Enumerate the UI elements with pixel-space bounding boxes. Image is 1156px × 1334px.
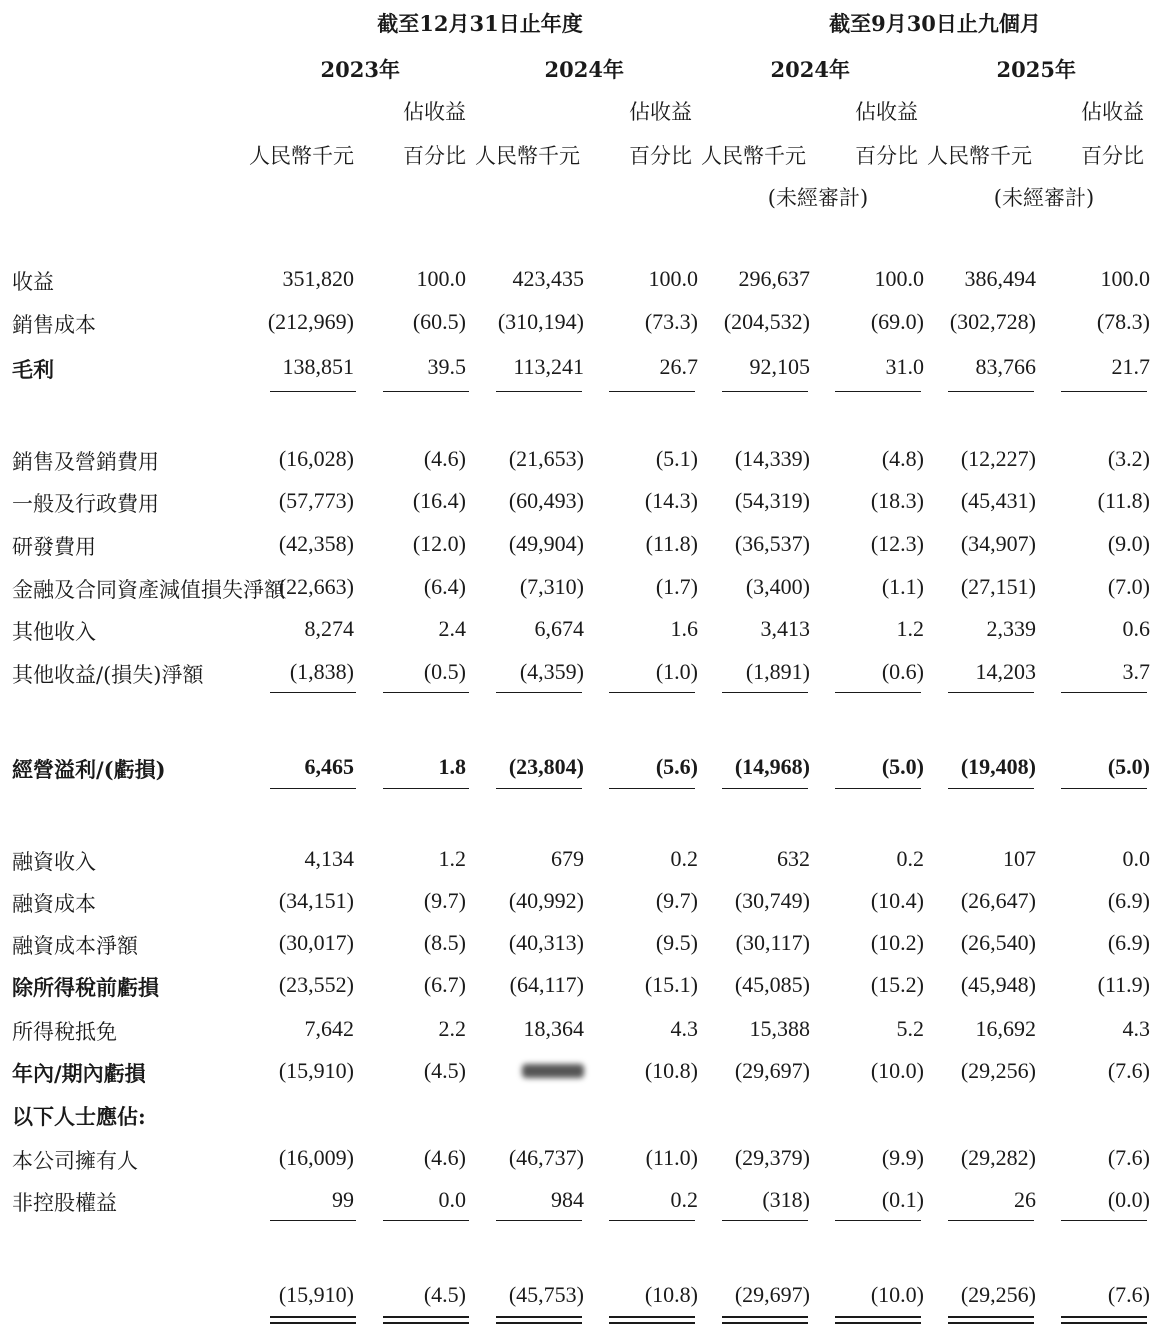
value-2024-pct: (10.8) <box>644 1058 698 1083</box>
underline <box>383 788 469 789</box>
row-label: 其他收入 <box>12 620 96 644</box>
row-admin-expenses <box>0 484 1156 524</box>
underline <box>835 1220 921 1221</box>
value-2023-pct: (4.6) <box>423 446 466 471</box>
value-2023-pct: (12.0) <box>412 531 466 556</box>
value-2023-pct: (4.6) <box>423 1145 466 1170</box>
value-9m2025-rmb: 26 <box>1014 1187 1036 1212</box>
value-9m2025-pct: (11.9) <box>1097 972 1150 997</box>
value-9m2025-pct: 4.3 <box>1122 1016 1150 1041</box>
value-9m2025-pct: 3.7 <box>1122 659 1150 684</box>
row-gross-profit <box>0 350 1156 390</box>
value-9m2025-rmb: (29,256) <box>960 1058 1036 1083</box>
value-2023-pct: (4.5) <box>423 1058 466 1083</box>
row-label: 銷售及營銷費用 <box>12 450 159 474</box>
value-9m2025-pct: (6.9) <box>1107 930 1150 955</box>
double-underline <box>722 1316 808 1324</box>
value-9m2024-pct: (15.2) <box>870 972 924 997</box>
underline <box>722 1220 808 1221</box>
row-label: 本公司擁有人 <box>12 1149 138 1173</box>
double-underline <box>1061 1316 1147 1324</box>
underline <box>496 1220 582 1221</box>
value-9m2024-rmb: (29,697) <box>734 1282 810 1307</box>
underline <box>835 692 921 693</box>
row-label: 研發費用 <box>12 535 96 559</box>
value-2024-pct: 1.6 <box>670 616 698 641</box>
row-label: 融資成本 <box>12 892 96 916</box>
row-label: 所得稅抵免 <box>12 1020 117 1044</box>
pct-header-bottom-4: 百分比 <box>1081 144 1144 168</box>
value-9m2024-pct: (69.0) <box>870 309 924 334</box>
value-9m2025-rmb: 2,339 <box>986 616 1036 641</box>
value-2023-pct: (6.4) <box>423 574 466 599</box>
underline <box>609 788 695 789</box>
row-label: 收益 <box>12 270 54 294</box>
value-2024-rmb: 679 <box>551 846 584 871</box>
value-2024-pct: (5.6) <box>655 754 698 779</box>
double-underline <box>835 1316 921 1324</box>
underline <box>1061 391 1147 392</box>
row-label: 融資收入 <box>12 850 96 874</box>
value-9m2025-rmb: (34,907) <box>960 531 1036 556</box>
row-label: 經營溢利/(虧損) <box>12 757 166 782</box>
value-9m2025-pct: (5.0) <box>1107 754 1150 779</box>
year-2024-ninemonth: 2024年 <box>770 57 850 82</box>
value-9m2024-rmb: (54,319) <box>734 488 810 513</box>
value-2024-pct: (5.1) <box>655 446 698 471</box>
row-label: 金融及合同資產減值損失淨額 <box>12 578 285 602</box>
underline <box>948 788 1034 789</box>
row-impairment-losses <box>0 570 1156 610</box>
value-2024-rmb: 113,241 <box>513 354 584 379</box>
value-2023-rmb: 138,851 <box>282 354 354 379</box>
value-9m2024-pct: 0.2 <box>896 846 924 871</box>
value-9m2025-pct: (7.6) <box>1107 1145 1150 1170</box>
value-9m2025-pct: (6.9) <box>1107 888 1150 913</box>
row-label: 毛利 <box>12 357 54 382</box>
row-revenue <box>0 262 1156 302</box>
value-9m2025-rmb: (29,282) <box>960 1145 1036 1170</box>
value-9m2024-rmb: (204,532) <box>723 309 810 334</box>
value-2024-pct: (11.8) <box>645 531 698 556</box>
pct-header-top-3: 佔收益 <box>855 100 918 124</box>
value-2024-pct: (11.0) <box>645 1145 698 1170</box>
underline <box>1061 788 1147 789</box>
value-9m2025-rmb: (26,647) <box>960 888 1036 913</box>
value-9m2024-pct: (18.3) <box>870 488 924 513</box>
value-9m2024-pct: (4.8) <box>881 446 924 471</box>
row-label: 融資成本淨額 <box>12 934 138 958</box>
underline <box>496 391 582 392</box>
value-2023-rmb: (15,910) <box>278 1058 354 1083</box>
value-9m2024-pct: (12.3) <box>870 531 924 556</box>
underline <box>609 391 695 392</box>
value-2023-rmb: (42,358) <box>278 531 354 556</box>
value-9m2024-rmb: (30,749) <box>734 888 810 913</box>
value-9m2024-rmb: (30,117) <box>735 930 810 955</box>
value-2023-rmb: 7,642 <box>304 1016 354 1041</box>
value-9m2024-pct: 1.2 <box>896 616 924 641</box>
value-2024-pct: (14.3) <box>644 488 698 513</box>
value-9m2024-pct: (5.0) <box>881 754 924 779</box>
double-underline <box>270 1316 356 1324</box>
value-2023-pct: 2.2 <box>438 1016 466 1041</box>
value-2024-pct: 100.0 <box>648 266 698 291</box>
value-2024-rmb: (7,310) <box>519 574 584 599</box>
underline <box>270 391 356 392</box>
value-2024-rmb: (23,804) <box>508 754 584 779</box>
underline <box>1061 1220 1147 1221</box>
value-2023-pct: (16.4) <box>412 488 466 513</box>
value-2023-pct: (60.5) <box>412 309 466 334</box>
rmb-header-1: 人民幣千元 <box>249 144 354 168</box>
value-9m2025-pct: (3.2) <box>1107 446 1150 471</box>
unaudited-2025: (未經審計) <box>993 186 1095 210</box>
row-rnd-expenses <box>0 527 1156 567</box>
value-2024-pct: 0.2 <box>670 1187 698 1212</box>
value-9m2024-pct: (10.0) <box>870 1058 924 1083</box>
value-9m2025-pct: 0.0 <box>1122 846 1150 871</box>
rmb-header-4: 人民幣千元 <box>927 144 1032 168</box>
value-9m2025-rmb: 386,494 <box>964 266 1036 291</box>
value-9m2025-rmb: (26,540) <box>960 930 1036 955</box>
underline <box>835 391 921 392</box>
value-2023-pct: (8.5) <box>423 930 466 955</box>
value-9m2025-pct: (7.6) <box>1107 1058 1150 1083</box>
value-2024-rmb: (310,194) <box>497 309 584 334</box>
value-2023-rmb: (1,838) <box>289 659 354 684</box>
row-label: 以下人士應佔: <box>12 1104 146 1129</box>
underline <box>383 1220 469 1221</box>
value-2023-rmb: 8,274 <box>304 616 354 641</box>
underline <box>270 692 356 693</box>
row-label: 非控股權益 <box>12 1191 117 1215</box>
value-9m2025-pct: (0.0) <box>1107 1187 1150 1212</box>
value-9m2024-rmb: (29,379) <box>734 1145 810 1170</box>
value-2023-rmb: (22,663) <box>278 574 354 599</box>
value-2024-pct: 4.3 <box>670 1016 698 1041</box>
value-9m2024-rmb: (318) <box>762 1187 810 1212</box>
value-9m2025-pct: (7.6) <box>1107 1282 1150 1307</box>
value-2024-pct: (15.1) <box>644 972 698 997</box>
underline <box>496 692 582 693</box>
pct-header-bottom-3: 百分比 <box>855 144 918 168</box>
year-2024-annual: 2024年 <box>544 57 624 82</box>
value-2023-rmb: (30,017) <box>278 930 354 955</box>
value-9m2025-pct: 21.7 <box>1111 354 1150 379</box>
value-9m2024-rmb: 92,105 <box>749 354 810 379</box>
value-2023-pct: 2.4 <box>438 616 466 641</box>
value-9m2024-rmb: 632 <box>777 846 810 871</box>
value-9m2024-rmb: 296,637 <box>738 266 810 291</box>
underline <box>1061 692 1147 693</box>
row-loss-before-tax <box>0 968 1156 1008</box>
value-2023-pct: (4.5) <box>423 1282 466 1307</box>
value-9m2025-rmb: 107 <box>1003 846 1036 871</box>
value-2023-rmb: (16,028) <box>278 446 354 471</box>
value-2024-rmb: (46,737) <box>508 1145 584 1170</box>
row-label: 其他收益/(損失)淨額 <box>12 663 204 687</box>
value-2023-pct: 0.0 <box>438 1187 466 1212</box>
value-9m2025-rmb: 14,203 <box>975 659 1036 684</box>
value-9m2025-pct: (78.3) <box>1096 309 1150 334</box>
year-2023: 2023年 <box>320 57 400 82</box>
value-9m2024-pct: 31.0 <box>885 354 924 379</box>
value-2024-rmb: (49,904) <box>508 531 584 556</box>
value-9m2025-pct: (9.0) <box>1107 531 1150 556</box>
row-operating-profit-loss <box>0 750 1156 790</box>
value-9m2024-pct: (10.0) <box>870 1282 924 1307</box>
value-2024-rmb: 984 <box>551 1187 584 1212</box>
value-2023-pct: (6.7) <box>423 972 466 997</box>
value-9m2024-pct: 5.2 <box>896 1016 924 1041</box>
row-finance-income <box>0 842 1156 882</box>
underline <box>496 788 582 789</box>
value-9m2024-rmb: (3,400) <box>745 574 810 599</box>
value-2024-pct: (9.5) <box>655 930 698 955</box>
value-9m2025-rmb: 16,692 <box>975 1016 1036 1041</box>
underline <box>722 391 808 392</box>
value-9m2024-pct: 100.0 <box>874 266 924 291</box>
value-2023-rmb: (212,969) <box>267 309 354 334</box>
value-9m2025-rmb: (29,256) <box>960 1282 1036 1307</box>
pct-header-top-1: 佔收益 <box>403 100 466 124</box>
underline <box>948 391 1034 392</box>
value-9m2025-rmb: 83,766 <box>975 354 1036 379</box>
underline <box>383 391 469 392</box>
row-loss-for-period <box>0 1054 1156 1094</box>
row-income-tax-credit <box>0 1012 1156 1052</box>
value-9m2025-rmb: (302,728) <box>949 309 1036 334</box>
value-9m2024-pct: (10.2) <box>870 930 924 955</box>
value-9m2024-rmb: (29,697) <box>734 1058 810 1083</box>
underline <box>383 692 469 693</box>
double-underline <box>948 1316 1034 1324</box>
value-9m2024-pct: (9.9) <box>881 1145 924 1170</box>
value-2024-pct: (1.0) <box>655 659 698 684</box>
underline <box>270 788 356 789</box>
pct-header-top-2: 佔收益 <box>629 100 692 124</box>
value-9m2024-pct: (10.4) <box>870 888 924 913</box>
value-2024-pct: 26.7 <box>659 354 698 379</box>
underline <box>948 1220 1034 1221</box>
value-9m2024-rmb: (36,537) <box>734 531 810 556</box>
value-2024-pct: (10.8) <box>644 1282 698 1307</box>
value-2024-rmb: (45,753) <box>508 1282 584 1307</box>
value-2024-pct: (73.3) <box>644 309 698 334</box>
value-2023-rmb: (16,009) <box>278 1145 354 1170</box>
double-underline <box>383 1316 469 1324</box>
year-2025: 2025年 <box>996 57 1076 82</box>
value-9m2024-rmb: (45,085) <box>734 972 810 997</box>
period-header-annual: 截至12月31日止年度 <box>377 11 583 36</box>
pct-header-bottom-2: 百分比 <box>629 144 692 168</box>
value-9m2025-rmb: (12,227) <box>960 446 1036 471</box>
value-2024-rmb-obscured <box>522 1064 584 1078</box>
value-9m2025-pct: (11.8) <box>1097 488 1150 513</box>
value-2023-rmb: (23,552) <box>278 972 354 997</box>
value-2023-rmb: 4,134 <box>304 846 354 871</box>
value-9m2024-rmb: (14,968) <box>734 754 810 779</box>
value-2023-rmb: (34,151) <box>278 888 354 913</box>
value-9m2025-rmb: (45,948) <box>960 972 1036 997</box>
value-2023-pct: 1.2 <box>438 846 466 871</box>
value-9m2024-pct: (1.1) <box>881 574 924 599</box>
underline <box>948 692 1034 693</box>
value-9m2025-pct: 0.6 <box>1122 616 1150 641</box>
value-2024-rmb: 6,674 <box>534 616 584 641</box>
underline <box>835 788 921 789</box>
row-non-controlling-interests <box>0 1183 1156 1223</box>
value-2023-pct: 39.5 <box>427 354 466 379</box>
value-9m2024-pct: (0.6) <box>881 659 924 684</box>
value-9m2024-pct: (0.1) <box>881 1187 924 1212</box>
double-underline <box>496 1316 582 1324</box>
value-9m2024-rmb: (1,891) <box>745 659 810 684</box>
double-underline <box>609 1316 695 1324</box>
value-2023-rmb: 99 <box>332 1187 354 1212</box>
row-other-income <box>0 612 1156 652</box>
value-2023-rmb: (57,773) <box>278 488 354 513</box>
value-9m2025-pct: 100.0 <box>1100 266 1150 291</box>
row-finance-costs <box>0 884 1156 924</box>
row-cost-of-sales <box>0 305 1156 345</box>
row-attributable-to <box>0 1097 1156 1137</box>
value-2024-rmb: (4,359) <box>519 659 584 684</box>
value-2023-rmb: 6,465 <box>304 754 354 779</box>
row-net-finance-costs <box>0 926 1156 966</box>
value-2023-pct: 1.8 <box>438 754 466 779</box>
row-label: 年內/期內虧損 <box>12 1061 146 1086</box>
value-2024-pct: 0.2 <box>670 846 698 871</box>
row-owners-of-company <box>0 1141 1156 1181</box>
period-header-nine-months: 截至9月30日止九個月 <box>829 11 1041 36</box>
value-9m2025-rmb: (45,431) <box>960 488 1036 513</box>
row-label: 一般及行政費用 <box>12 492 159 516</box>
row-other-gains-losses <box>0 655 1156 695</box>
value-2024-rmb: (40,992) <box>508 888 584 913</box>
pct-header-bottom-1: 百分比 <box>403 144 466 168</box>
value-2024-rmb: (64,117) <box>509 972 584 997</box>
rmb-header-2: 人民幣千元 <box>475 144 580 168</box>
pct-header-top-4: 佔收益 <box>1081 100 1144 124</box>
row-label: 銷售成本 <box>12 313 96 337</box>
value-9m2025-rmb: (27,151) <box>960 574 1036 599</box>
value-9m2025-pct: (7.0) <box>1107 574 1150 599</box>
rmb-header-3: 人民幣千元 <box>701 144 806 168</box>
value-2024-rmb: (60,493) <box>508 488 584 513</box>
value-9m2024-rmb: 3,413 <box>760 616 810 641</box>
value-2024-rmb: 423,435 <box>512 266 584 291</box>
unaudited-2024: (未經審計) <box>767 186 869 210</box>
value-2023-pct: (9.7) <box>423 888 466 913</box>
underline <box>722 788 808 789</box>
underline <box>722 692 808 693</box>
value-9m2024-rmb: 15,388 <box>749 1016 810 1041</box>
value-9m2024-rmb: (14,339) <box>734 446 810 471</box>
row-label: 除所得稅前虧損 <box>12 975 159 1000</box>
value-2024-pct: (9.7) <box>655 888 698 913</box>
row-total-attributable <box>0 1278 1156 1318</box>
underline <box>609 692 695 693</box>
value-9m2025-rmb: (19,408) <box>960 754 1036 779</box>
row-selling-expenses <box>0 442 1156 482</box>
value-2023-pct: 100.0 <box>416 266 466 291</box>
value-2023-pct: (0.5) <box>423 659 466 684</box>
value-2023-rmb: 351,820 <box>282 266 354 291</box>
value-2024-rmb: (21,653) <box>508 446 584 471</box>
value-2024-rmb: 18,364 <box>523 1016 584 1041</box>
underline <box>609 1220 695 1221</box>
value-2023-rmb: (15,910) <box>278 1282 354 1307</box>
value-2024-pct: (1.7) <box>655 574 698 599</box>
value-2024-rmb: (40,313) <box>508 930 584 955</box>
underline <box>270 1220 356 1221</box>
